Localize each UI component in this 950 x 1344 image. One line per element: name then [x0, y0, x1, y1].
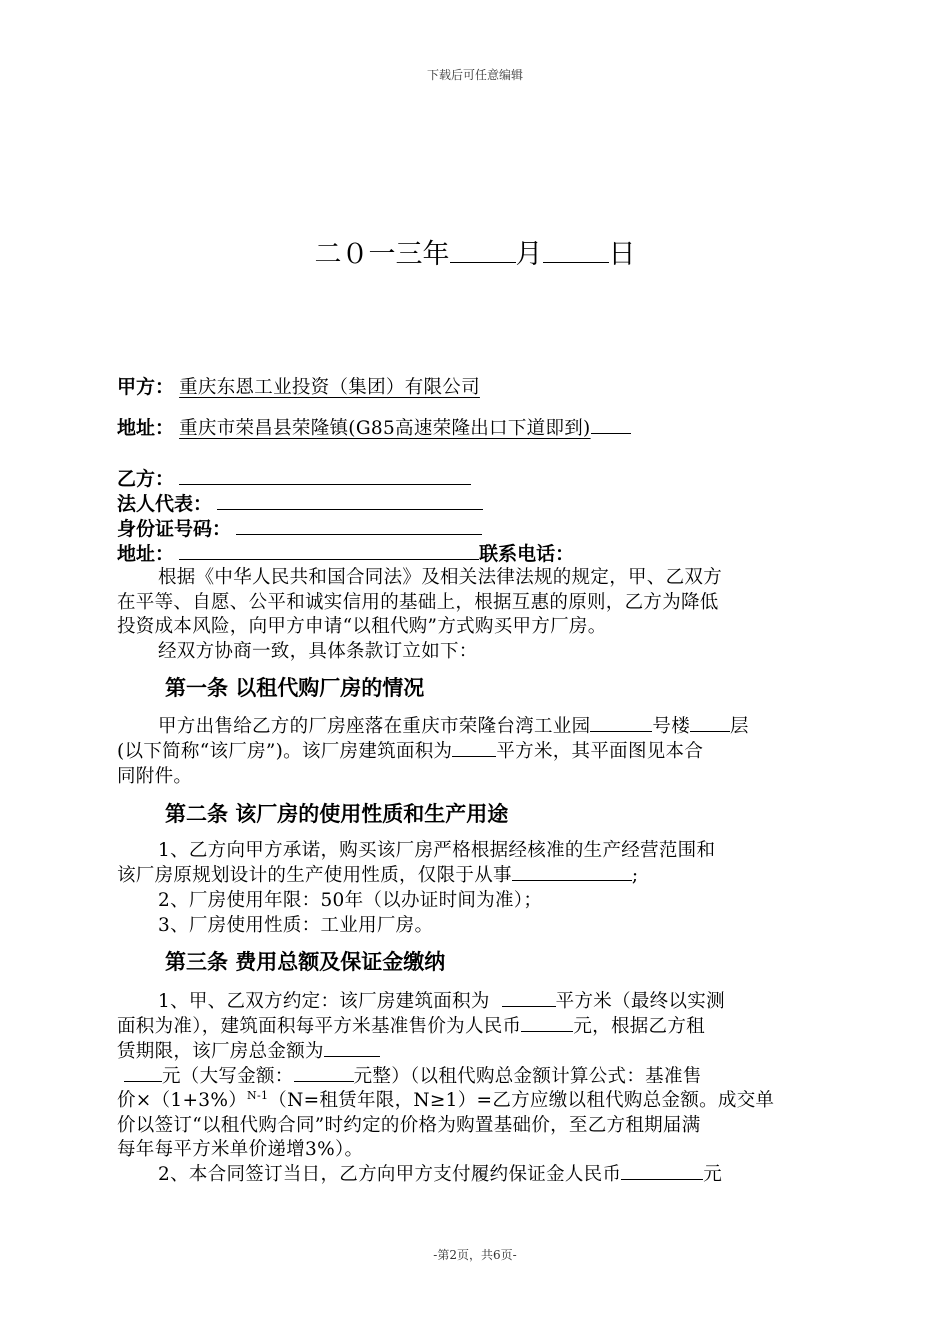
page-footer: -第2页，共6页-	[433, 1248, 517, 1262]
article-2-title: 第二条 该厂房的使用性质和生产用途	[165, 802, 509, 826]
date-month-blank	[450, 238, 516, 263]
date-year: 二０一三年	[314, 239, 450, 270]
article-1-line-2: (以下简称“该厂房”)。该厂房建筑面积为 平方米，其平面图见本合	[117, 737, 703, 763]
party-b-address-label: 地址：	[117, 543, 175, 565]
party-b-id-label: 身份证号码：	[117, 518, 232, 540]
article-3-line-8: 2、本合同签订当日，乙方向甲方支付履约保证金人民币 元	[158, 1160, 722, 1186]
intro-line-4: 经双方协商一致，具体条款订立如下：	[158, 641, 478, 662]
article-1-line-3: 同附件。	[117, 766, 193, 787]
article-2-line-1: 1、乙方向甲方承诺，购买该厂房严格根据经核准的生产经营范围和	[158, 840, 716, 861]
article-3-line-3: 赁期限，该厂房总金额为	[117, 1037, 380, 1063]
article-3-area-blank	[502, 988, 556, 1007]
article-2-line-3: 2、厂房使用年限：50年（以办证时间为准）；	[158, 890, 543, 911]
party-b-rep-row	[117, 489, 483, 516]
contract-date	[0, 232, 950, 271]
business-scope-blank	[512, 862, 632, 881]
party-b-label: 乙方：	[117, 468, 175, 490]
floor-blank	[690, 713, 730, 732]
party-a-name: 重庆东恩工业投资（集团）有限公司	[179, 377, 480, 398]
party-b-rep-line	[217, 491, 483, 510]
building-number-blank	[590, 713, 652, 732]
party-b-row	[117, 464, 471, 491]
article-3-line-1: 1、甲、乙双方约定：该厂房建筑面积为 平方米（最终以实测	[158, 987, 725, 1013]
deposit-blank	[621, 1161, 703, 1180]
intro-line-2: 在平等、自愿、公平和诚实信用的基础上，根据互惠的原则，乙方为降低	[117, 592, 719, 613]
total-amount-blank	[324, 1038, 380, 1057]
article-1-line-1: 甲方出售给乙方的厂房座落在重庆市荣隆台湾工业园 号楼 层	[158, 712, 749, 738]
article-3-line-2: 面积为准），建筑面积每平方米基准售价为人民币 元，根据乙方租	[117, 1012, 705, 1038]
page-header-note: 下载后可任意编辑	[426, 68, 523, 82]
date-day-blank	[543, 238, 609, 263]
party-a-address-row	[117, 413, 631, 440]
article-3-title: 第三条 费用总额及保证金缴纳	[165, 950, 446, 974]
article-3-line-5: 价$\times(1+3\%)^{N-1}(N=$租赁年限，N≥1）=乙方应缴以租代购总金额。成交单	[117, 1088, 775, 1111]
area-blank	[452, 738, 496, 757]
party-b-id-line	[236, 516, 482, 535]
party-a-address: 重庆市荣昌县荣隆镇(G85高速荣隆出口下道即到)	[179, 418, 591, 439]
article-1-title: 第一条 以租代购厂房的情况	[165, 676, 425, 700]
article-2-line-2: 该厂房原规划设计的生产使用性质，仅限于从事 ;	[117, 861, 638, 887]
article-3-line-6: 价以签订“以租代购合同”时约定的价格为购置基础价，至乙方租期届满	[117, 1115, 701, 1136]
party-b-phone-label: 联系电话：	[479, 543, 575, 565]
party-b-address-line	[179, 541, 479, 560]
party-a-address-tail-line	[591, 415, 631, 434]
amount-in-words-blank	[294, 1063, 354, 1082]
party-a-address-label: 地址：	[117, 417, 175, 439]
article-3-line-7: 每年每平方米单价递增3%）。	[117, 1139, 364, 1160]
article-2-line-4: 3、厂房使用性质：工业用厂房。	[158, 915, 434, 936]
base-price-blank	[521, 1013, 573, 1032]
intro-line-3: 投资成本风险，向甲方申请“以租代购”方式购买甲方厂房。	[117, 616, 607, 637]
party-a-row	[117, 372, 480, 399]
party-a-label: 甲方：	[117, 376, 175, 398]
date-day: 日	[608, 239, 636, 270]
party-b-id-row	[117, 514, 482, 541]
total-amount-blank-2	[124, 1063, 162, 1082]
article-3-line-4: 元（大写金额： 元整）（以租代购总金额计算公式：基准售	[124, 1062, 702, 1088]
party-b-name-line	[179, 466, 471, 485]
party-b-rep-label: 法人代表：	[117, 493, 213, 515]
date-month: 月	[515, 239, 543, 270]
intro-line-1: 根据《中华人民共和国合同法》及相关法律法规的规定，甲、乙双方	[158, 567, 723, 588]
party-b-address-row	[117, 539, 574, 566]
